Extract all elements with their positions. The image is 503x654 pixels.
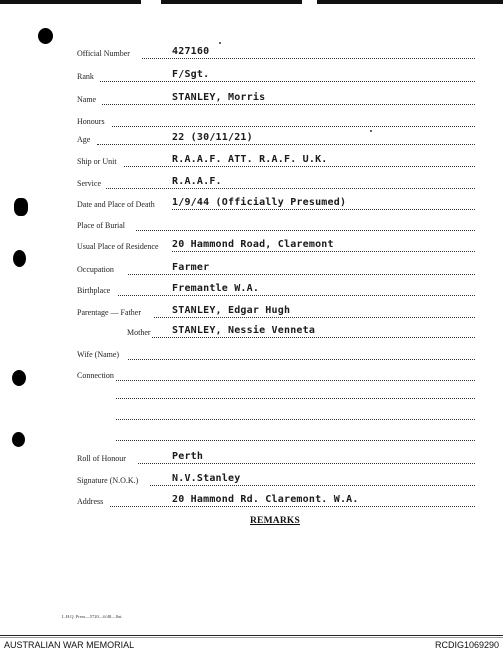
- father-label: Parentage — Father: [77, 308, 141, 317]
- punch-hole: [38, 28, 53, 44]
- dotted-line: [172, 209, 475, 210]
- field-father: [0, 307, 503, 323]
- date-place-death-value: 1/9/44 (Officially Presumed): [172, 197, 347, 208]
- roll-of-honour-value: Perth: [172, 451, 204, 462]
- mother-value: STANLEY, Nessie Venneta: [172, 325, 316, 336]
- dotted-line: [102, 104, 475, 105]
- footer-record-id: RCDIG1069290: [434, 640, 499, 650]
- remarks-heading: REMARKS: [250, 516, 300, 526]
- dotted-line: [128, 359, 475, 360]
- field-wife: [0, 349, 503, 365]
- scan-top-edge: [0, 0, 503, 4]
- field-address: [0, 496, 503, 512]
- usual-residence-label: Usual Place of Residence: [77, 242, 159, 251]
- field-birthplace: [0, 285, 503, 301]
- field-age: [0, 134, 503, 150]
- occupation-label: Occupation: [77, 265, 114, 274]
- field-ship-or-unit: [0, 156, 503, 172]
- official-number-value: 427160: [172, 46, 210, 57]
- scan-speck: [219, 42, 221, 44]
- field-occupation: [0, 264, 503, 280]
- dotted-line: [138, 463, 475, 464]
- usual-residence-value: 20 Hammond Road, Claremont: [172, 239, 334, 250]
- dotted-line: [118, 295, 475, 296]
- dotted-line: [172, 251, 475, 252]
- name-label: Name: [77, 95, 97, 104]
- punch-hole: [12, 432, 25, 447]
- dotted-line: [152, 337, 475, 338]
- field-roll-of-honour: [0, 453, 503, 469]
- field-signature: [0, 475, 503, 491]
- roll-of-honour-label: Roll of Honour: [77, 454, 126, 463]
- dotted-line: [150, 485, 475, 486]
- name-value: STANLEY, Morris: [172, 92, 266, 103]
- rank-value: F/Sgt.: [172, 69, 210, 80]
- dotted-line: [116, 380, 475, 381]
- connection-label: Connection: [77, 371, 114, 380]
- age-value: 22 (30/11/21): [172, 132, 253, 143]
- place-of-burial-label: Place of Burial: [77, 221, 125, 230]
- dotted-line: [97, 144, 475, 145]
- footer-source: AUSTRALIAN WAR MEMORIAL: [4, 640, 135, 650]
- connection-continuation-line: [116, 419, 475, 420]
- occupation-value: Farmer: [172, 262, 210, 273]
- address-value: 20 Hammond Rd. Claremont. W.A.: [172, 494, 359, 505]
- rank-label: Rank: [77, 72, 94, 81]
- dotted-line: [106, 188, 475, 189]
- ship-or-unit-value: R.A.A.F. ATT. R.A.F. U.K.: [172, 154, 328, 165]
- field-honours: [0, 116, 503, 132]
- honours-label: Honours: [77, 117, 105, 126]
- official-number-label: Official Number: [77, 49, 130, 58]
- footer-rule: [0, 635, 503, 636]
- age-label: Age: [77, 135, 91, 144]
- father-value: STANLEY, Edgar Hugh: [172, 305, 291, 316]
- footer-rule-light: [0, 637, 503, 638]
- signature-value: N.V.Stanley: [172, 473, 241, 484]
- dotted-line: [128, 274, 475, 275]
- birthplace-value: Fremantle W.A.: [172, 283, 260, 294]
- dotted-line: [110, 506, 475, 507]
- field-place-of-burial: [0, 220, 503, 236]
- field-name: [0, 94, 503, 110]
- dotted-line: [136, 230, 475, 231]
- connection-continuation-line: [116, 398, 475, 399]
- dotted-line: [100, 81, 475, 82]
- field-service: [0, 178, 503, 194]
- wife-label: Wife (Name): [77, 350, 120, 359]
- field-connection: [0, 370, 503, 386]
- connection-continuation-line: [116, 440, 475, 441]
- service-value: R.A.A.F.: [172, 176, 222, 187]
- address-label: Address: [77, 497, 104, 506]
- dotted-line: [154, 317, 475, 318]
- ship-or-unit-label: Ship or Unit: [77, 157, 117, 166]
- signature-label: Signature (N.O.K.): [77, 476, 139, 485]
- field-usual-residence: [0, 241, 503, 257]
- dotted-line: [124, 166, 475, 167]
- birthplace-label: Birthplace: [77, 286, 111, 295]
- field-mother: [0, 327, 503, 343]
- printer-imprint: L.H.Q. Press—5720—6/48—8at.: [62, 614, 123, 619]
- service-label: Service: [77, 179, 101, 188]
- dotted-line: [142, 58, 475, 59]
- field-rank: [0, 71, 503, 87]
- field-date-place-death: [0, 199, 503, 215]
- dotted-line: [112, 126, 475, 127]
- field-official-number: [0, 48, 503, 64]
- date-place-death-label: Date and Place of Death: [77, 200, 155, 209]
- mother-label: Mother: [127, 328, 151, 337]
